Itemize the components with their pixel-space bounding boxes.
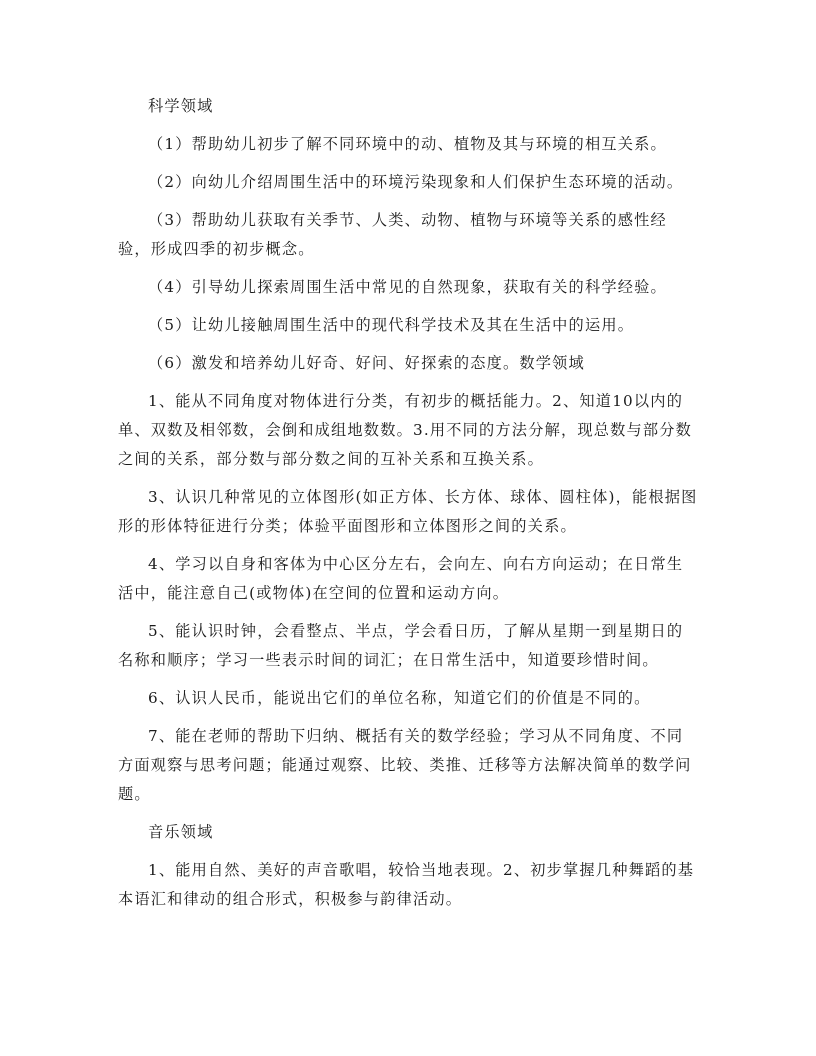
paragraph: （2）向幼儿介绍周围生活中的环境污染现象和人们保护生态环境的活动。 [148, 173, 684, 191]
paragraph: 4、学习以自身和客体为中心区分左右，会向左、向右方向运动；在日常生活中，能注意自己(或物体)在空间的位置和运动方向。 [118, 555, 684, 602]
paragraph: （5）让幼儿接触周围生活中的现代科学技术及其在生活中的运用。 [148, 316, 635, 334]
paragraph: （1）帮助幼儿初步了解不同环境中的动、植物及其与环境的相互关系。 [148, 135, 667, 153]
paragraph: 1、能用自然、美好的声音歌唱，较恰当地表现。2、初步掌握几种舞蹈的基本语汇和律动的组合形式，积极参与韵律活动。 [118, 861, 695, 908]
paragraph: （4）引导幼儿探索周围生活中常见的自然现象，获取有关的科学经验。 [148, 278, 667, 296]
paragraph: 6、认识人民币，能说出它们的单位名称，知道它们的价值是不同的。 [148, 689, 651, 707]
section-heading-music: 音乐领域 [148, 823, 214, 841]
paragraph: 1、能从不同角度对物体进行分类，有初步的概括能力。2、知道10以内的单、双数及相邻数，会倒和成组地数数。3.用不同的方法分解，现总数与部分数之间的关系，部分数与部分数之间的互补关系和互换关系。 [118, 392, 693, 468]
paragraph: 3、认识几种常见的立体图形(如正方体、长方体、球体、圆柱体)，能根据图形的形体特征进行分类；体验平面图形和立体图形之间的关系。 [118, 488, 698, 535]
document-body [118, 92, 698, 923]
section-heading-science: 科学领域 [148, 97, 214, 115]
paragraph: 7、能在老师的帮助下归纳、概括有关的数学经验；学习从不同角度、不同方面观察与思考问题；能通过观察、比较、类推、迁移等方法解决简单的数学问题。 [118, 727, 692, 803]
paragraph: （3）帮助幼儿获取有关季节、人类、动物、植物与环境等关系的感性经验，形成四季的初步概念。 [118, 211, 667, 258]
paragraph: （6）激发和培养幼儿好奇、好问、好探索的态度。数学领域 [148, 354, 585, 372]
paragraph: 5、能认识时钟，会看整点、半点，学会看日历，了解从星期一到星期日的名称和顺序；学习一些表示时间的词汇；在日常生活中，知道要珍惜时间。 [118, 622, 684, 669]
